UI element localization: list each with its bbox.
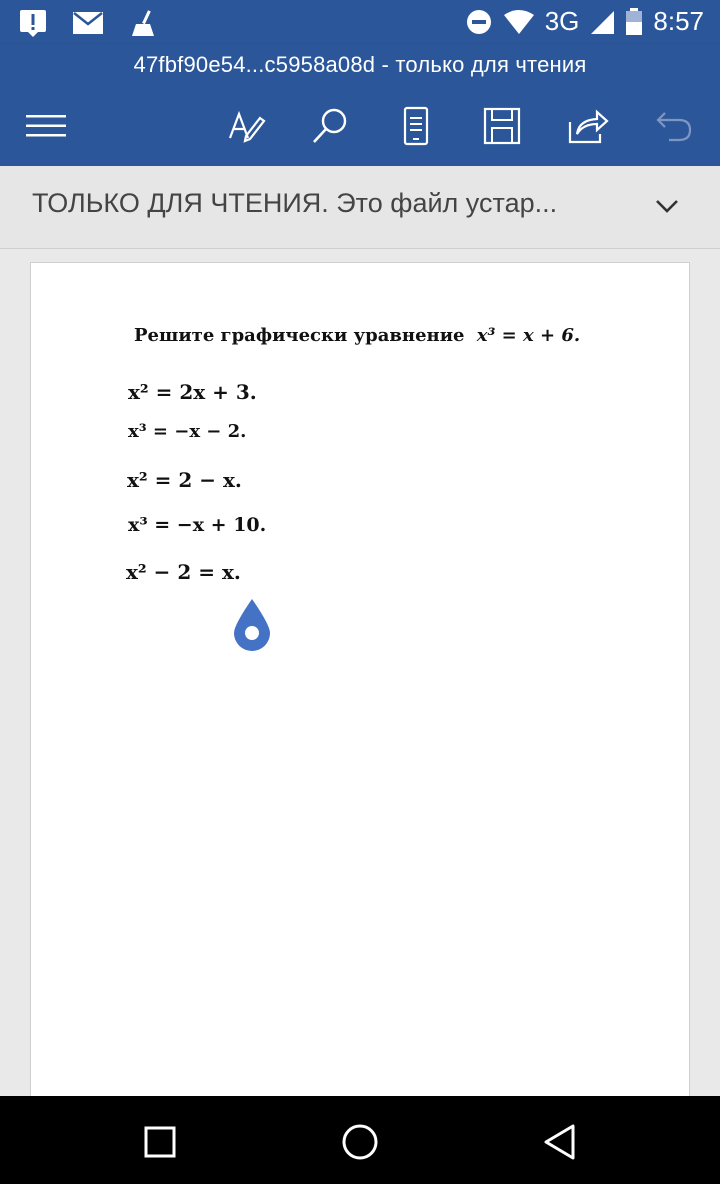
cleaner-notification-icon	[128, 8, 158, 38]
mobile-view-icon	[401, 106, 431, 146]
read-only-notice[interactable]	[0, 166, 720, 249]
problem-text: Решите графически уравнение	[134, 325, 465, 346]
app-title-bar	[0, 44, 720, 166]
equation-5: x² − 2 = x.	[126, 560, 241, 584]
circle-home-icon	[340, 1122, 380, 1162]
notice-text: ТОЛЬКО ДЛЯ ЧТЕНИЯ. Это файл устар...	[32, 188, 558, 218]
menu-icon	[24, 111, 68, 141]
share-icon	[567, 106, 609, 146]
chevron-down-icon[interactable]	[654, 192, 680, 218]
edit-button[interactable]	[216, 96, 276, 156]
search-button[interactable]	[300, 96, 360, 156]
home-button[interactable]	[338, 1120, 382, 1164]
mail-notification-icon	[72, 11, 104, 35]
equation-3: x² = 2 − x.	[127, 468, 242, 492]
status-bar	[0, 0, 720, 44]
save-button[interactable]	[472, 96, 532, 156]
equation-2: x³ = −x − 2.	[128, 421, 247, 442]
menu-button[interactable]	[16, 96, 76, 156]
recent-apps-button[interactable]	[138, 1120, 182, 1164]
back-button[interactable]	[538, 1120, 582, 1164]
edit-pen-icon	[226, 106, 266, 146]
equation-1: x² = 2x + 3.	[128, 380, 257, 404]
triangle-back-icon	[541, 1123, 579, 1161]
problem-equation: x³ = x + 6.	[476, 325, 581, 346]
do-not-disturb-icon	[465, 8, 493, 36]
save-icon	[482, 106, 522, 146]
clock: 8:57	[653, 6, 704, 36]
text-cursor-handle-icon[interactable]	[232, 597, 272, 651]
share-button[interactable]	[558, 96, 618, 156]
document-page[interactable]	[30, 262, 690, 1103]
navigation-bar	[0, 1096, 720, 1184]
search-icon	[310, 106, 350, 146]
square-recents-icon	[143, 1125, 177, 1159]
document-title: 47fbf90e54...c5958a08d - только для чтения	[133, 52, 587, 77]
battery-icon	[625, 8, 643, 36]
equation-4: x³ = −x + 10.	[128, 514, 267, 536]
network-type: 3G	[544, 6, 580, 36]
signal-icon	[589, 9, 615, 35]
undo-icon	[655, 109, 693, 143]
wifi-icon	[503, 9, 535, 35]
alert-notification-icon	[18, 8, 48, 38]
problem-statement	[134, 325, 580, 346]
mobile-view-button[interactable]	[386, 96, 446, 156]
toolbar	[0, 96, 720, 156]
undo-button[interactable]	[644, 96, 704, 156]
